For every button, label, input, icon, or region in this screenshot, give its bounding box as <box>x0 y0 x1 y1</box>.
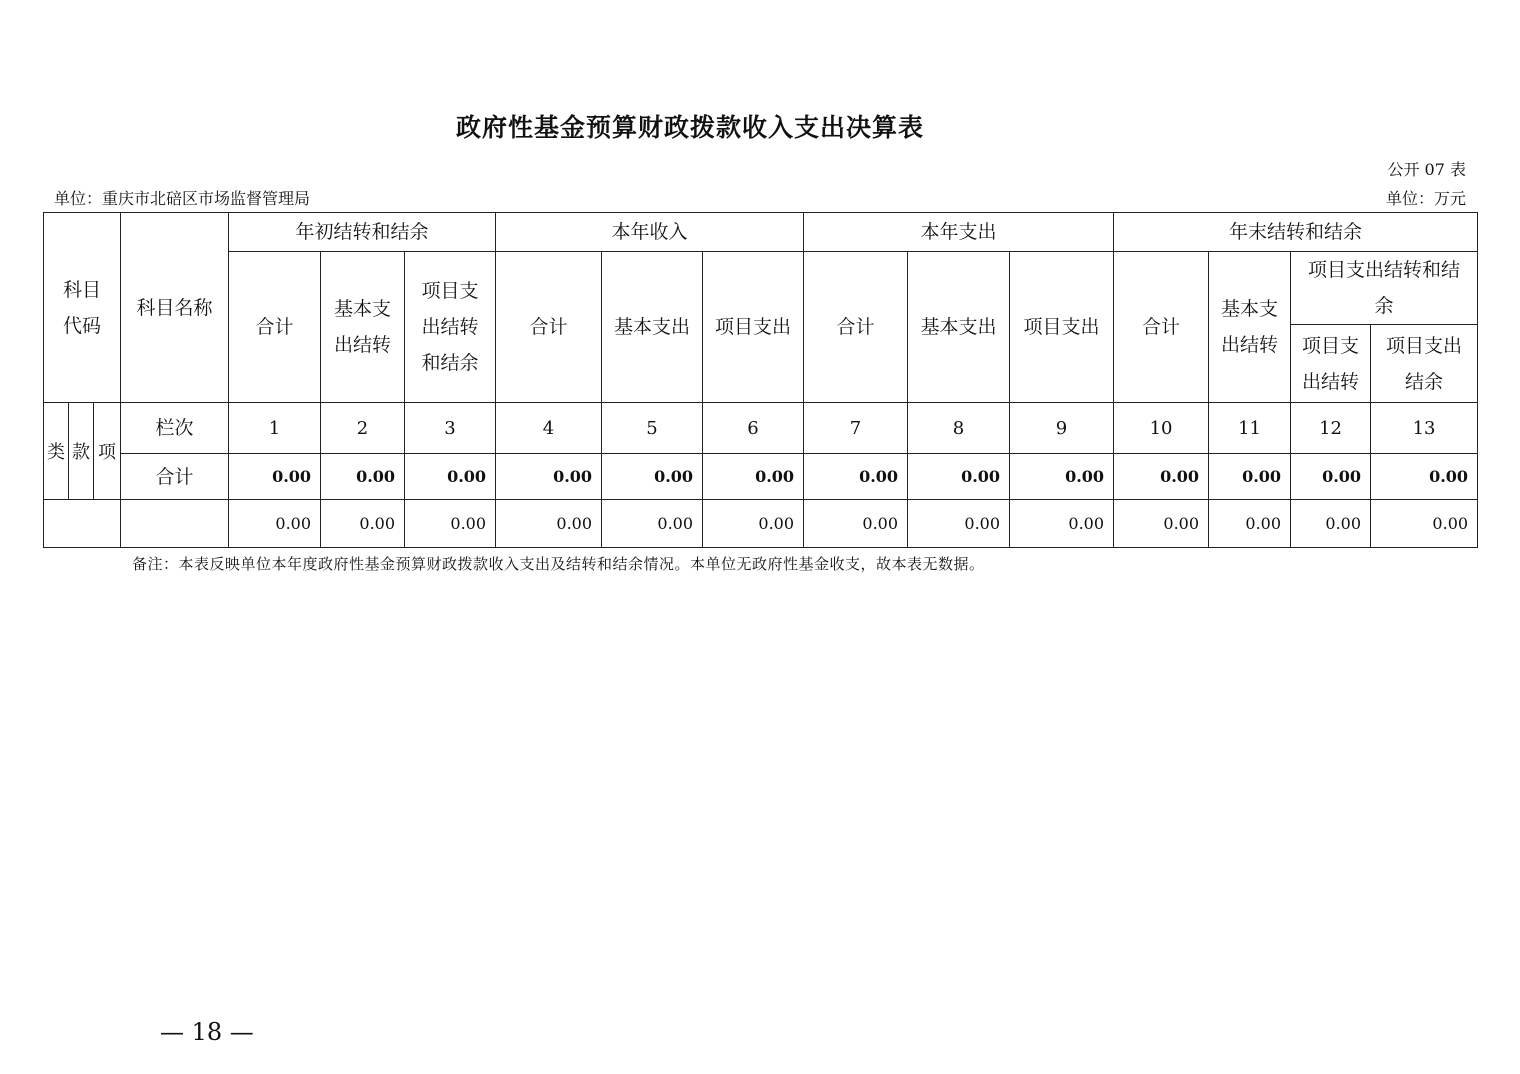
header-exp-total: 合计 <box>804 252 908 403</box>
header-begin-total: 合计 <box>229 252 321 403</box>
header-code: 科目代码 <box>44 213 121 403</box>
header-group-end: 年末结转和结余 <box>1114 213 1478 252</box>
total-value: 0.00 <box>496 454 602 500</box>
header-income-basic: 基本支出 <box>602 252 703 403</box>
data-row <box>44 500 1478 548</box>
header-row-2 <box>44 252 1478 325</box>
code-part-lei: 类 <box>44 403 69 500</box>
header-income-project: 项目支出 <box>703 252 804 403</box>
column-number: 1 <box>229 403 321 454</box>
data-value: 0.00 <box>229 500 321 548</box>
data-value: 0.00 <box>1114 500 1209 548</box>
column-number: 5 <box>602 403 703 454</box>
data-value: 0.00 <box>1291 500 1371 548</box>
currency-unit: 单位：万元 <box>1385 189 1466 208</box>
column-number: 12 <box>1291 403 1371 454</box>
column-number: 3 <box>405 403 496 454</box>
header-end-project-surplus: 项目支出结余 <box>1371 325 1478 403</box>
total-label: 合计 <box>121 454 229 500</box>
data-value: 0.00 <box>321 500 405 548</box>
header-end-basic: 基本支出结转 <box>1209 252 1291 403</box>
column-number: 13 <box>1371 403 1478 454</box>
total-row <box>44 454 1478 500</box>
data-row-name <box>121 500 229 548</box>
header-end-project-carry: 项目支出结转 <box>1291 325 1371 403</box>
header-group-income: 本年收入 <box>496 213 804 252</box>
page-number: — 18 — <box>160 1018 254 1046</box>
column-index-label: 栏次 <box>121 403 229 454</box>
budget-table <box>43 212 1478 548</box>
total-value: 0.00 <box>1209 454 1291 500</box>
total-value: 0.00 <box>1114 454 1209 500</box>
header-begin-project: 项目支出结转和结余 <box>405 252 496 403</box>
data-value: 0.00 <box>496 500 602 548</box>
total-value: 0.00 <box>405 454 496 500</box>
data-value: 0.00 <box>405 500 496 548</box>
total-value: 0.00 <box>1371 454 1478 500</box>
reporting-unit: 单位：重庆市北碚区市场监督管理局 <box>54 189 311 208</box>
column-index-row <box>44 403 1478 454</box>
data-value: 0.00 <box>1371 500 1478 548</box>
data-value: 0.00 <box>703 500 804 548</box>
page-title: 政府性基金预算财政拨款收入支出决算表 <box>455 113 924 142</box>
total-value: 0.00 <box>908 454 1010 500</box>
table-note: 备注：本表反映单位本年度政府性基金预算财政拨款收入支出及结转和结余情况。本单位无政府性基金收支，故本表无数据。 <box>132 555 985 573</box>
column-number: 11 <box>1209 403 1291 454</box>
header-group-expense: 本年支出 <box>804 213 1114 252</box>
column-number: 6 <box>703 403 804 454</box>
column-number: 9 <box>1010 403 1114 454</box>
header-exp-basic: 基本支出 <box>908 252 1010 403</box>
total-value: 0.00 <box>1291 454 1371 500</box>
header-begin-basic: 基本支出结转 <box>321 252 405 403</box>
total-value: 0.00 <box>321 454 405 500</box>
data-value: 0.00 <box>908 500 1010 548</box>
data-value: 0.00 <box>1209 500 1291 548</box>
header-name: 科目名称 <box>121 213 229 403</box>
header-end-project-group: 项目支出结转和结余 <box>1291 252 1478 325</box>
data-row-code <box>44 500 121 548</box>
column-number: 4 <box>496 403 602 454</box>
form-code: 公开 07 表 <box>1387 160 1466 179</box>
header-income-total: 合计 <box>496 252 602 403</box>
total-value: 0.00 <box>229 454 321 500</box>
data-value: 0.00 <box>1010 500 1114 548</box>
header-row-1 <box>44 213 1478 252</box>
column-number: 10 <box>1114 403 1209 454</box>
header-end-total: 合计 <box>1114 252 1209 403</box>
column-number: 7 <box>804 403 908 454</box>
column-number: 2 <box>321 403 405 454</box>
total-value: 0.00 <box>1010 454 1114 500</box>
code-part-xiang: 项 <box>94 403 121 500</box>
total-value: 0.00 <box>602 454 703 500</box>
column-number: 8 <box>908 403 1010 454</box>
data-value: 0.00 <box>602 500 703 548</box>
header-exp-project: 项目支出 <box>1010 252 1114 403</box>
total-value: 0.00 <box>703 454 804 500</box>
data-value: 0.00 <box>804 500 908 548</box>
total-value: 0.00 <box>804 454 908 500</box>
header-group-begin: 年初结转和结余 <box>229 213 496 252</box>
code-part-kuan: 款 <box>69 403 94 500</box>
